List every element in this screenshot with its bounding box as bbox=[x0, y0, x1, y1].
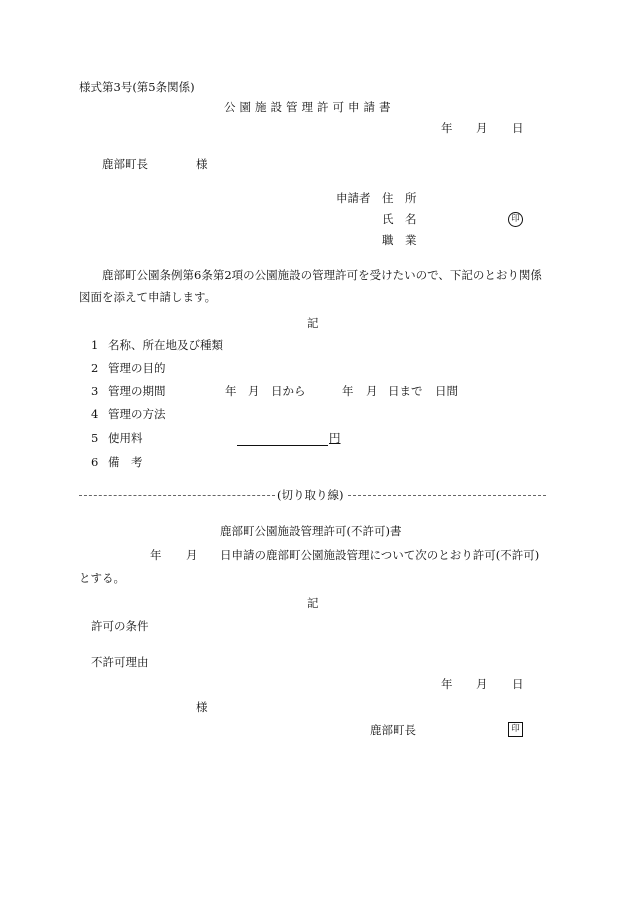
period-month: 月 bbox=[248, 384, 260, 398]
item-label: 備 考 bbox=[108, 455, 143, 469]
item-label: 使用料 bbox=[108, 431, 143, 445]
permit-title: 鹿部町公園施設管理許可(不許可)書 bbox=[220, 524, 402, 538]
item-label: 管理の期間 bbox=[108, 384, 166, 398]
permit-line-month: 月 bbox=[186, 548, 198, 562]
addressee: 鹿部町長 bbox=[102, 157, 148, 171]
permit-reason-label: 不許可理由 bbox=[91, 655, 149, 669]
item-label: 管理の目的 bbox=[108, 361, 166, 375]
applicant-name-label: 氏 名 bbox=[382, 212, 417, 226]
permit-line-2: とする。 bbox=[79, 571, 125, 585]
page-title: 公園施設管理許可申請書 bbox=[224, 100, 395, 114]
permit-date-day: 日 bbox=[512, 677, 524, 691]
fee-underline bbox=[237, 445, 328, 446]
permit-seal-mark: 印 bbox=[508, 722, 523, 737]
ki-heading: 記 bbox=[307, 316, 319, 330]
cut-line-left bbox=[79, 495, 275, 496]
permit-ki-heading: 記 bbox=[307, 596, 319, 610]
item-label: 名称、所在地及び種類 bbox=[108, 338, 223, 352]
period-month-2: 月 bbox=[366, 384, 378, 398]
permit-conditions-label: 許可の条件 bbox=[91, 619, 149, 633]
period-year: 年 bbox=[225, 384, 237, 398]
period-days: 日間 bbox=[435, 384, 458, 398]
permit-addressee-suffix: 様 bbox=[196, 700, 208, 714]
item-number: 5 bbox=[91, 431, 99, 445]
item-number: 2 bbox=[91, 361, 99, 375]
date-month: 月 bbox=[476, 121, 488, 135]
period-until: 日まで bbox=[388, 384, 423, 398]
cut-line-right bbox=[348, 495, 546, 496]
item-number: 4 bbox=[91, 407, 99, 421]
permit-issuer: 鹿部町長 bbox=[370, 723, 416, 737]
permit-date-year: 年 bbox=[441, 677, 453, 691]
seal-mark: 印 bbox=[508, 212, 523, 227]
form-number: 様式第3号(第5条関係) bbox=[79, 80, 195, 94]
item-number: 6 bbox=[91, 455, 99, 469]
addressee-suffix: 様 bbox=[196, 157, 208, 171]
fee-unit: 円 bbox=[329, 431, 341, 445]
period-year-2: 年 bbox=[342, 384, 354, 398]
body-line-1: 鹿部町公園条例第6条第2項の公園施設の管理許可を受けたいので、下記のとおり関係 bbox=[102, 268, 542, 282]
body-line-2: 図面を添えて申請します。 bbox=[79, 290, 217, 304]
date-day: 日 bbox=[512, 121, 524, 135]
item-number: 3 bbox=[91, 384, 99, 398]
permit-line-1: 日申請の鹿部町公園施設管理について次のとおり許可(不許可) bbox=[220, 548, 540, 562]
item-label: 管理の方法 bbox=[108, 407, 166, 421]
item-number: 1 bbox=[91, 338, 99, 352]
applicant-label: 申請者 bbox=[336, 191, 371, 205]
applicant-occupation-label: 職 業 bbox=[382, 233, 417, 247]
permit-date-month: 月 bbox=[476, 677, 488, 691]
permit-line-year: 年 bbox=[150, 548, 162, 562]
applicant-address-label: 住 所 bbox=[382, 191, 417, 205]
date-year: 年 bbox=[441, 121, 453, 135]
cut-line-label: (切り取り線) bbox=[277, 488, 344, 502]
period-from: 日から bbox=[271, 384, 306, 398]
